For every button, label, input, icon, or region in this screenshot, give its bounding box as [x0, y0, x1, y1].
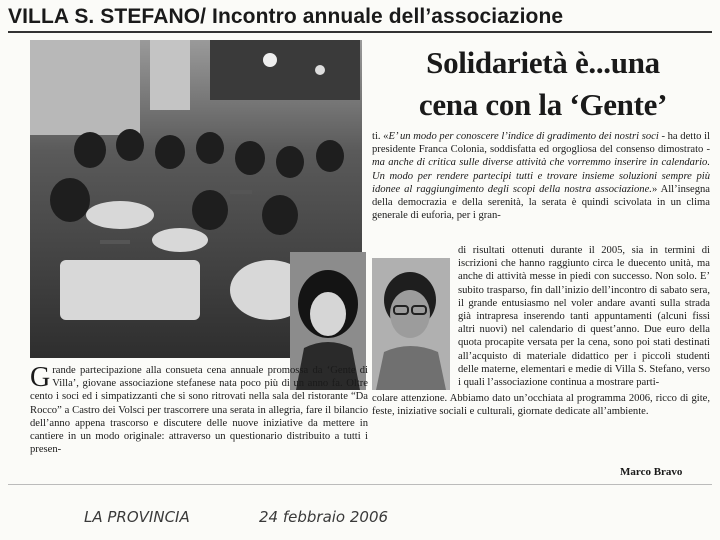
intro-paragraph [30, 364, 368, 456]
headline-line-2: cena con la ‘Gente’ [418, 87, 668, 122]
quote-italic-1: E’ un modo per conoscere l’indice di gradimento dei nostri soci [388, 131, 659, 142]
header-rule [8, 31, 712, 33]
quote-lead: ti. « [372, 131, 389, 142]
handwritten-annotation [84, 500, 484, 530]
quote-close: » [651, 183, 658, 195]
article-quote-paragraph [372, 130, 710, 222]
handwritten-source: LA PROVINCIA [84, 508, 190, 526]
section-kicker: VILLA S. STEFANO/ Incontro annuale dell’associazione [8, 5, 564, 28]
portrait-man-photo [372, 258, 450, 390]
author-byline: Marco Bravo [620, 466, 683, 478]
portrait-man-image [372, 258, 450, 390]
headline [378, 42, 708, 126]
closing-paragraph: colare attenzione. Abbiamo dato un’occhiata al programma 2006, ricco di gite, feste, iniziative sociali e culturali, giornate dedicate all’ambiente. [372, 393, 710, 418]
continuation-paragraph-b: di risultati ottenuti durante il 2005, sia in termini di iscrizioni che hanno raggiunto circa le duecento unità, ma anche di attività messe in piedi con successo. Non solo. E’ subito trasparso, fin dall’inizio dell’incontro di sabato sera, il grande entusiasmo nel voler andare avanti sulla strada già intrapresa inserendo tanti appuntamenti (alcuni fissi altri nuovi) nel calendario di quest’anno. Due euro della quota procapite versata per la cena, sono poi stati destinati all’acquisto di materiale didattico per i piccoli studenti delle materne, elementari e medie di Villa S. Stefano, verso i quali l’associazione continua a mostrare parti- [458, 245, 710, 389]
headline-line-1: Solidarietà è...una [426, 45, 660, 80]
handwritten-date: 24 febbraio 2006 [259, 508, 389, 526]
footer-rule [8, 484, 712, 485]
quote-plain-1: - ha detto il presidente Franca Colonia, soddisfatta ed orgogliosa del consenso dimostrato - [372, 131, 710, 156]
drop-cap: G [30, 362, 51, 393]
quote-italic-2: ma anche di critica sulle diverse attività che vorremmo inserire in calendario. Un modo per rendere partecipi tutti e trovare insieme soluzioni sempre più idonee al raggiungimento degli scopi della nostra associazione. [372, 157, 710, 195]
intro-text: rande partecipazione alla consueta cena annuale promossa da ‘Gente di Villa’, giovane associazione stefanese nata poco più di un anno fa. Oltre cento i soci ed i simpatizzanti che si sono ritrovati nella sala del ristorante “Da Rocco” a Castro dei Volsci per trascorrere una serata in allegria, fare il bilancio dell’anno appena trascorso e discutere delle nuove iniziative da mettere in cantiere in un modo originale: attraverso un questionario distribuito a tutti i presen- [30, 365, 368, 456]
continuation-paragraph-a: All’insegna della democrazia e della serenità, la serata è quindi scivolata in un clima generale di euforia, per i gran- [372, 183, 710, 222]
